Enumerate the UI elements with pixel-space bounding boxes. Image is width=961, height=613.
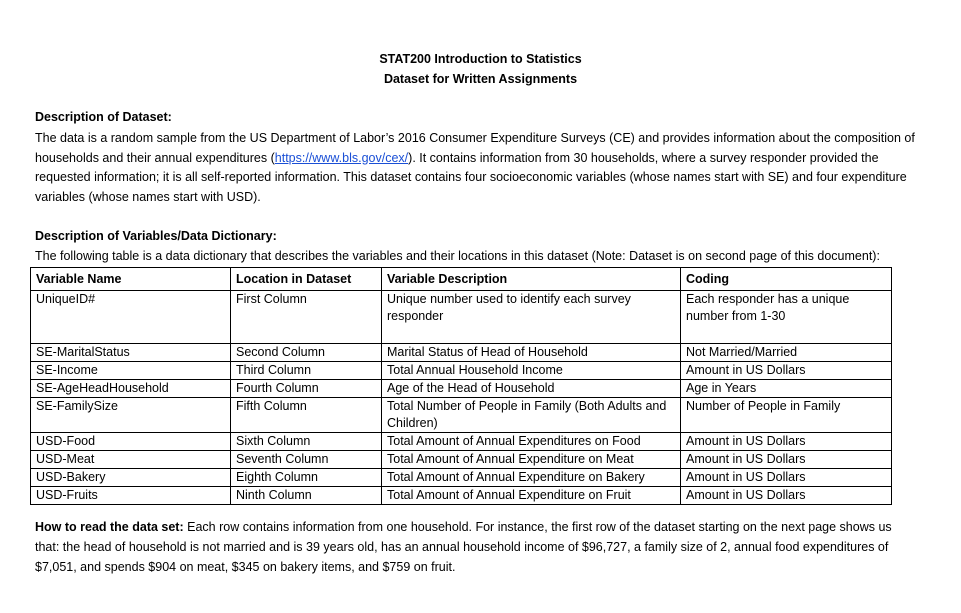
table-cell: SE-AgeHeadHousehold — [31, 380, 231, 398]
data-dictionary-table — [30, 267, 892, 505]
table-cell: USD-Food — [31, 433, 231, 451]
table-cell: Amount in US Dollars — [681, 451, 892, 469]
table-cell: SE-Income — [31, 362, 231, 380]
table-row — [31, 469, 892, 487]
description-paragraph — [35, 129, 915, 207]
table-cell: Not Married/Married — [681, 344, 892, 362]
table-row — [31, 380, 892, 398]
table-cell: Marital Status of Head of Household — [382, 344, 681, 362]
table-cell: Number of People in Family — [681, 398, 892, 433]
column-header: Location in Dataset — [231, 268, 382, 291]
table-cell: Eighth Column — [231, 469, 382, 487]
table-row — [31, 344, 892, 362]
how-to-read-heading: How to read the data set: — [35, 520, 184, 534]
table-cell: USD-Meat — [31, 451, 231, 469]
table-row — [31, 433, 892, 451]
table-cell: Age of the Head of Household — [382, 380, 681, 398]
page-title: STAT200 Introduction to Statistics — [379, 52, 582, 66]
description-text-start: The data is a random sample from the US Department of Labor’s 2016 Consumer Expenditure Surveys (CE) and provides information about the composition of households and their annual expenditures ( — [35, 131, 915, 165]
table-cell: Sixth Column — [231, 433, 382, 451]
table-cell: UniqueID# — [31, 291, 231, 344]
table-cell: Amount in US Dollars — [681, 362, 892, 380]
dictionary-heading: Description of Variables/Data Dictionary: — [35, 229, 277, 243]
table-cell: Second Column — [231, 344, 382, 362]
column-header: Variable Description — [382, 268, 681, 291]
table-cell: Ninth Column — [231, 487, 382, 505]
table-cell: Amount in US Dollars — [681, 487, 892, 505]
column-header: Coding — [681, 268, 892, 291]
column-header: Variable Name — [31, 268, 231, 291]
table-row — [31, 451, 892, 469]
page-subtitle: Dataset for Written Assignments — [383, 72, 578, 86]
table-cell: Unique number used to identify each survey responder — [382, 291, 681, 344]
table-cell: SE-MaritalStatus — [31, 344, 231, 362]
table-cell: Fifth Column — [231, 398, 382, 433]
table-row — [31, 398, 892, 433]
description-heading: Description of Dataset: — [35, 110, 172, 124]
how-to-read-text: Each row contains information from one household. For instance, the first row of the dataset starting on the next page shows us that: the head of household is not married and is 39 years old, has an annual household income of $96,727, a family size of 2, annual food expenditures of $7,051, and spends $904 on meat, $345 on bakery items, and $759 on fruit. — [35, 520, 892, 574]
table-row — [31, 362, 892, 380]
table-header-row — [31, 268, 892, 291]
table-cell: Total Amount of Annual Expenditure on Meat — [382, 451, 681, 469]
table-cell: Fourth Column — [231, 380, 382, 398]
table-row — [31, 487, 892, 505]
table-cell: Total Amount of Annual Expenditures on Food — [382, 433, 681, 451]
bls-link[interactable]: https://www.bls.gov/cex/ — [274, 150, 409, 165]
table-cell: Total Amount of Annual Expenditure on Fruit — [382, 487, 681, 505]
table-cell: Seventh Column — [231, 451, 382, 469]
table-cell: Third Column — [231, 362, 382, 380]
description-text-end: ). It contains information from 30 households, where a survey responder provided the requested information; it is all self-reported information. This dataset contains four socioeconomic variables (whose names start with SE) and four expenditure variables (whose names start with USD). — [35, 150, 907, 204]
table-row — [31, 291, 892, 344]
table-cell: Amount in US Dollars — [681, 469, 892, 487]
table-cell: Age in Years — [681, 380, 892, 398]
table-cell: First Column — [231, 291, 382, 344]
table-cell: USD-Fruits — [31, 487, 231, 505]
table-cell: Total Number of People in Family (Both Adults and Children) — [382, 398, 681, 433]
how-to-read-paragraph — [35, 517, 915, 577]
table-cell: Total Annual Household Income — [382, 362, 681, 380]
table-cell: USD-Bakery — [31, 469, 231, 487]
table-cell: Total Amount of Annual Expenditure on Bakery — [382, 469, 681, 487]
table-cell: Each responder has a unique number from 1-30 — [681, 291, 892, 344]
table-cell: Amount in US Dollars — [681, 433, 892, 451]
dictionary-intro: The following table is a data dictionary that describes the variables and their locations in this dataset (Note: Dataset is on second page of this document): — [35, 249, 880, 263]
table-cell: SE-FamilySize — [31, 398, 231, 433]
